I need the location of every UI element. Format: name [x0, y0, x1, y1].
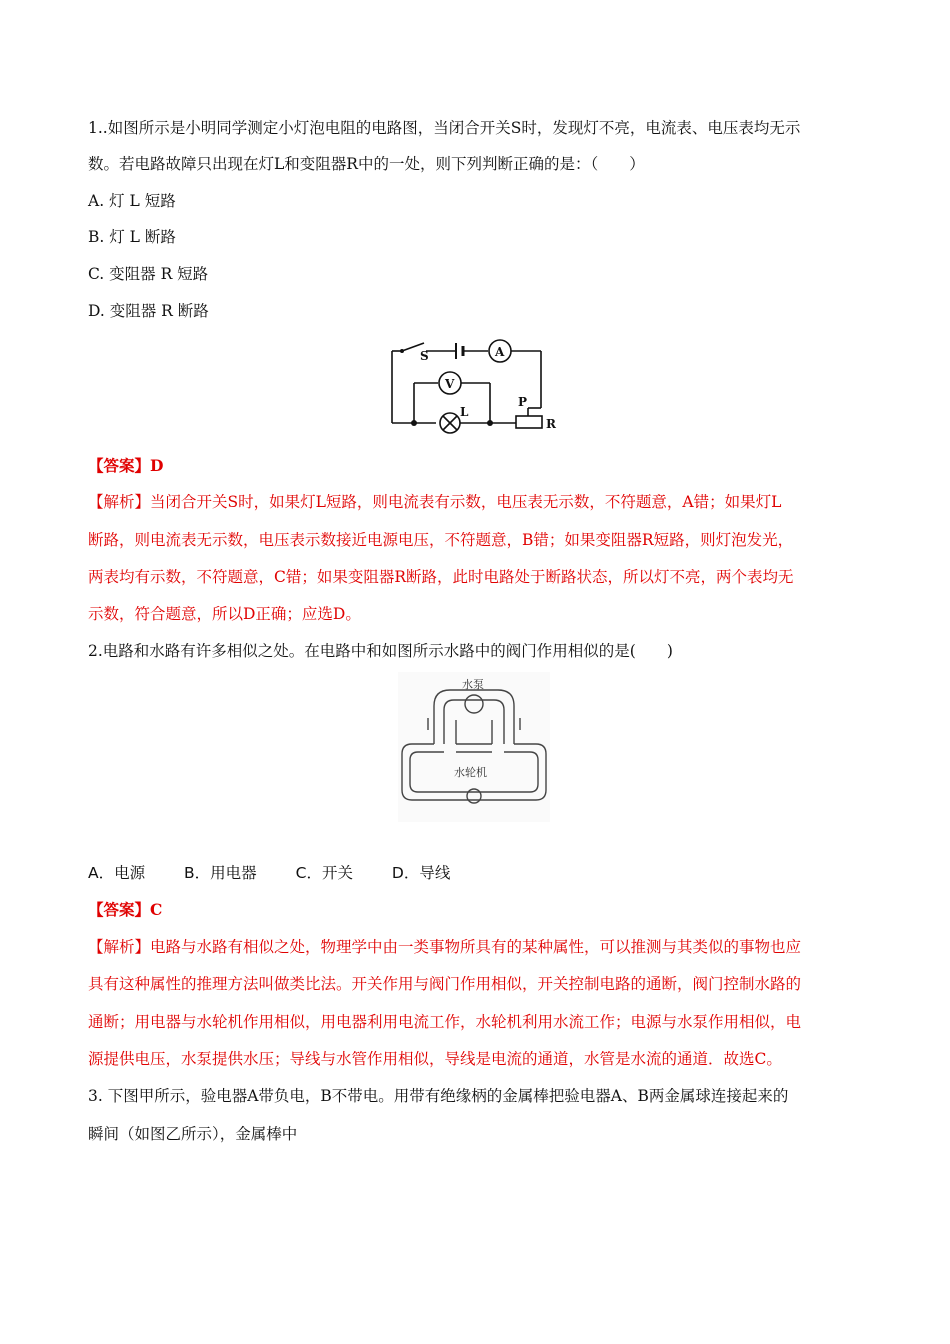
q1-analysis-line-2: 断路，则电流表无示数，电压表示数接近电源电压，不符题意，B错；如果变阻器R短路，则灯泡发光，	[88, 531, 794, 549]
voltmeter-label: V	[445, 377, 455, 391]
slider-label: P	[518, 395, 528, 409]
q1-analysis-line-3: 两表均有示数，不符题意，C错；如果变阻器R断路，此时电路处于断路状态，所以灯不亮，两个表均无	[88, 568, 794, 586]
q2-answer: 【答案】C	[88, 900, 163, 919]
q1-option-c: C. 变阻器 R 短路	[88, 265, 209, 283]
q2-options	[88, 862, 484, 884]
lamp-label: L	[460, 405, 469, 419]
q2-analysis-line-3: 通断；用电器与水轮机作用相似，用电器利用电流工作，水轮机利用水流工作；电源与水泵作用相似，电	[88, 1013, 802, 1031]
q1-answer: 【答案】D	[88, 456, 164, 475]
q1-analysis-line-1: 【解析】当闭合开关S时，如果灯L短路，则电流表有示数，电压表无示数，不符题意，A错；如果灯L	[88, 493, 782, 511]
circuit-diagram	[388, 338, 563, 436]
q2-option-d: D．导线	[391, 864, 451, 882]
turbine-label: 水轮机	[454, 766, 487, 779]
q1-option-b: B. 灯 L 断路	[88, 228, 176, 246]
pump-label: 水泵	[462, 678, 484, 691]
q1-stem-line-2: 数。若电路故障只出现在灯L和变阻器R中的一处，则下列判断正确的是：（ ）	[88, 155, 645, 173]
q2-analysis-line-1: 【解析】电路与水路有相似之处，物理学中由一类事物所具有的某种属性，可以推测与其类似的事物也应	[88, 938, 802, 956]
q2-stem: 2.电路和水路有许多相似之处。在电路中和如图所示水路中的阀门作用相似的是( )	[88, 642, 673, 660]
water-circuit-diagram	[398, 672, 550, 822]
q3-stem-line-2: 瞬间（如图乙所示），金属棒中	[88, 1125, 298, 1143]
q1-stem-line-1: 1..如图所示是小明同学测定小灯泡电阻的电路图，当闭合开关S时，发现灯不亮，电流表、电压表均无示	[88, 119, 801, 137]
switch-label: S	[420, 349, 429, 363]
ammeter-label: A	[495, 345, 505, 359]
q3-stem-line-1: 3. 下图甲所示，验电器A带负电，B不带电。用带有绝缘柄的金属棒把验电器A、B两金属球连接起来的	[88, 1087, 789, 1105]
q2-option-c: C．开关	[295, 864, 353, 882]
q2-analysis-line-4: 源提供电压，水泵提供水压；导线与水管作用相似，导线是电流的通道，水管是水流的通道．故选C。	[88, 1050, 782, 1068]
q2-option-b: B．用电器	[184, 864, 257, 882]
q1-analysis-line-4: 示数，符合题意，所以D正确；应选D。	[88, 605, 361, 623]
resistor-label: R	[546, 417, 556, 431]
q1-option-d: D. 变阻器 R 断路	[88, 302, 209, 320]
q2-option-a: A．电源	[88, 864, 146, 882]
q2-analysis-line-2: 具有这种属性的推理方法叫做类比法。开关作用与阀门作用相似，开关控制电路的通断，阀门控制水路的	[88, 975, 802, 993]
q1-option-a: A. 灯 L 短路	[88, 192, 176, 210]
